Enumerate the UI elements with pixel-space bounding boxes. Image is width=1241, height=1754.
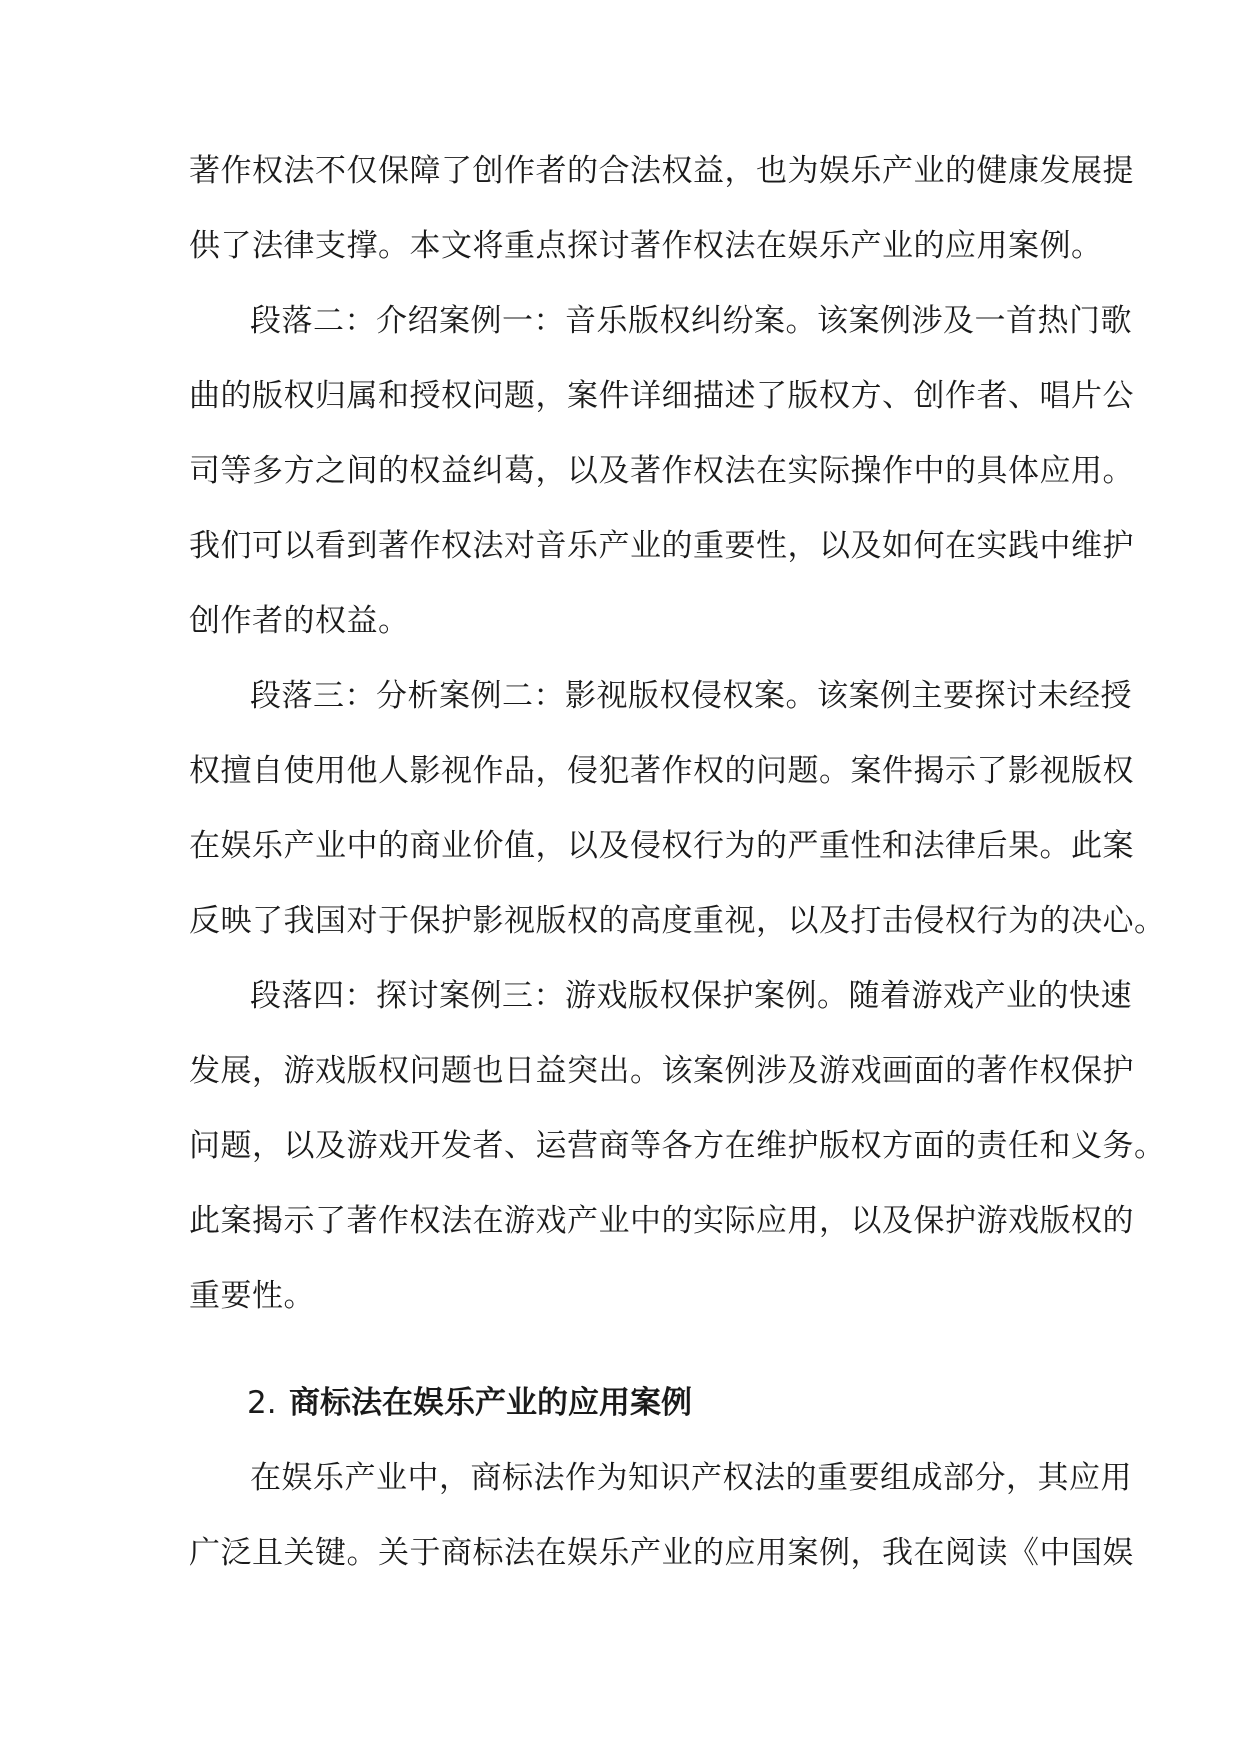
paragraph-case-two — [189, 659, 1166, 959]
text-line: 司等多方之间的权益纠葛，以及著作权法在实际操作中的具体应用。 — [189, 453, 1134, 489]
section-title: 商标法在娱乐产业的应用案例 — [289, 1385, 692, 1421]
text-line: 重要性。 — [189, 1278, 315, 1314]
text-line: 此案揭示了著作权法在游戏产业中的实际应用，以及保护游戏版权的 — [189, 1203, 1134, 1239]
paragraph-intro — [189, 134, 1134, 284]
section-spacer — [189, 1334, 1054, 1366]
text-line: 段落二：介绍案例一：音乐版权纠纷案。该案例涉及一首热门歌 — [250, 303, 1132, 339]
text-line: 在娱乐产业中，商标法作为知识产权法的重要组成部分，其应用 — [250, 1460, 1132, 1496]
text-line: 段落三：分析案例二：影视版权侵权案。该案例主要探讨未经授 — [250, 678, 1132, 714]
text-line: 广泛且关键。关于商标法在娱乐产业的应用案例，我在阅读《中国娱 — [189, 1535, 1134, 1571]
text-line: 发展，游戏版权问题也日益突出。该案例涉及游戏画面的著作权保护 — [189, 1053, 1134, 1089]
text-line: 问题，以及游戏开发者、运营商等各方在维护版权方面的责任和义务。 — [189, 1128, 1166, 1164]
paragraph-case-one — [189, 284, 1134, 659]
text-line: 我们可以看到著作权法对音乐产业的重要性，以及如何在实践中维护 — [189, 528, 1134, 564]
text-line: 创作者的权益。 — [189, 603, 410, 639]
text-line: 供了法律支撑。本文将重点探讨著作权法在娱乐产业的应用案例。 — [189, 228, 1103, 264]
text-line: 曲的版权归属和授权问题，案件详细描述了版权方、创作者、唱片公 — [189, 378, 1134, 414]
paragraph-case-three — [189, 959, 1166, 1334]
paragraph-trademark — [189, 1441, 1134, 1591]
text-line: 段落四：探讨案例三：游戏版权保护案例。随着游戏产业的快速 — [250, 978, 1132, 1014]
text-line: 反映了我国对于保护影视版权的高度重视，以及打击侵权行为的决心。 — [189, 903, 1166, 939]
document-page — [189, 134, 1166, 1591]
text-line: 权擅自使用他人影视作品，侵犯著作权的问题。案件揭示了影视版权 — [189, 753, 1134, 789]
section-number: 2. — [247, 1385, 277, 1421]
text-line: 在娱乐产业中的商业价值，以及侵权行为的严重性和法律后果。此案 — [189, 828, 1134, 864]
text-line: 著作权法不仅保障了创作者的合法权益，也为娱乐产业的健康发展提 — [189, 153, 1134, 189]
section-heading — [189, 1366, 1054, 1441]
